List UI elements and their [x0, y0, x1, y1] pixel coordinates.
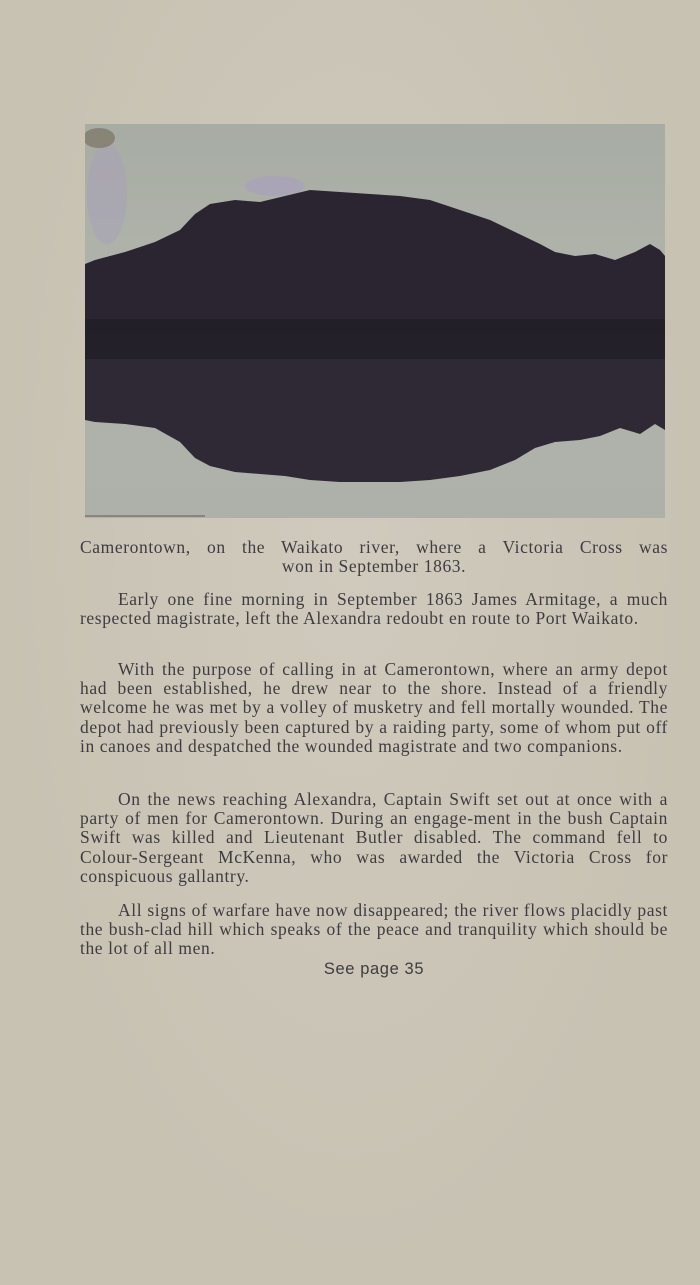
paragraph-1: Early one fine morning in September 1863 James Armitage, a much respected magistrate, left the Alexandra redoubt en route to Port Waikato.	[80, 589, 668, 629]
photo-caption-line-1: Camerontown, on the Waikato river, where a Victoria Cross was	[80, 537, 668, 557]
camerontown-photo	[85, 124, 665, 518]
paragraph-3: On the news reaching Alexandra, Captain Swift set out at once with a party of men for Camerontown. During an engage-ment in the bush Captain Swift was killed and Lieutenant Butler disabled. The command fell to Colour-Sergeant McKenna, who was awarded the Victoria Cross for conspicuous gallantry.	[80, 789, 668, 886]
landscape-photo-icon	[85, 124, 665, 518]
page-reference: See page 35	[323, 960, 425, 978]
photo-caption-line-2: won in September 1863.	[281, 556, 467, 576]
paragraph-4: All signs of warfare have now disappeared; the river flows placidly past the bush-clad hill which speaks of the peace and tranquility which should be the lot of all men.	[80, 900, 668, 959]
paragraph-2: With the purpose of calling in at Camerontown, where an army depot had been established, he drew near to the shore. Instead of a friendly welcome he was met by a volley of musketry and fell mortally wounded. The depot had previously been captured by a raiding party, some of whom put off in canoes and despatched the wounded magistrate and two companions.	[80, 659, 668, 756]
